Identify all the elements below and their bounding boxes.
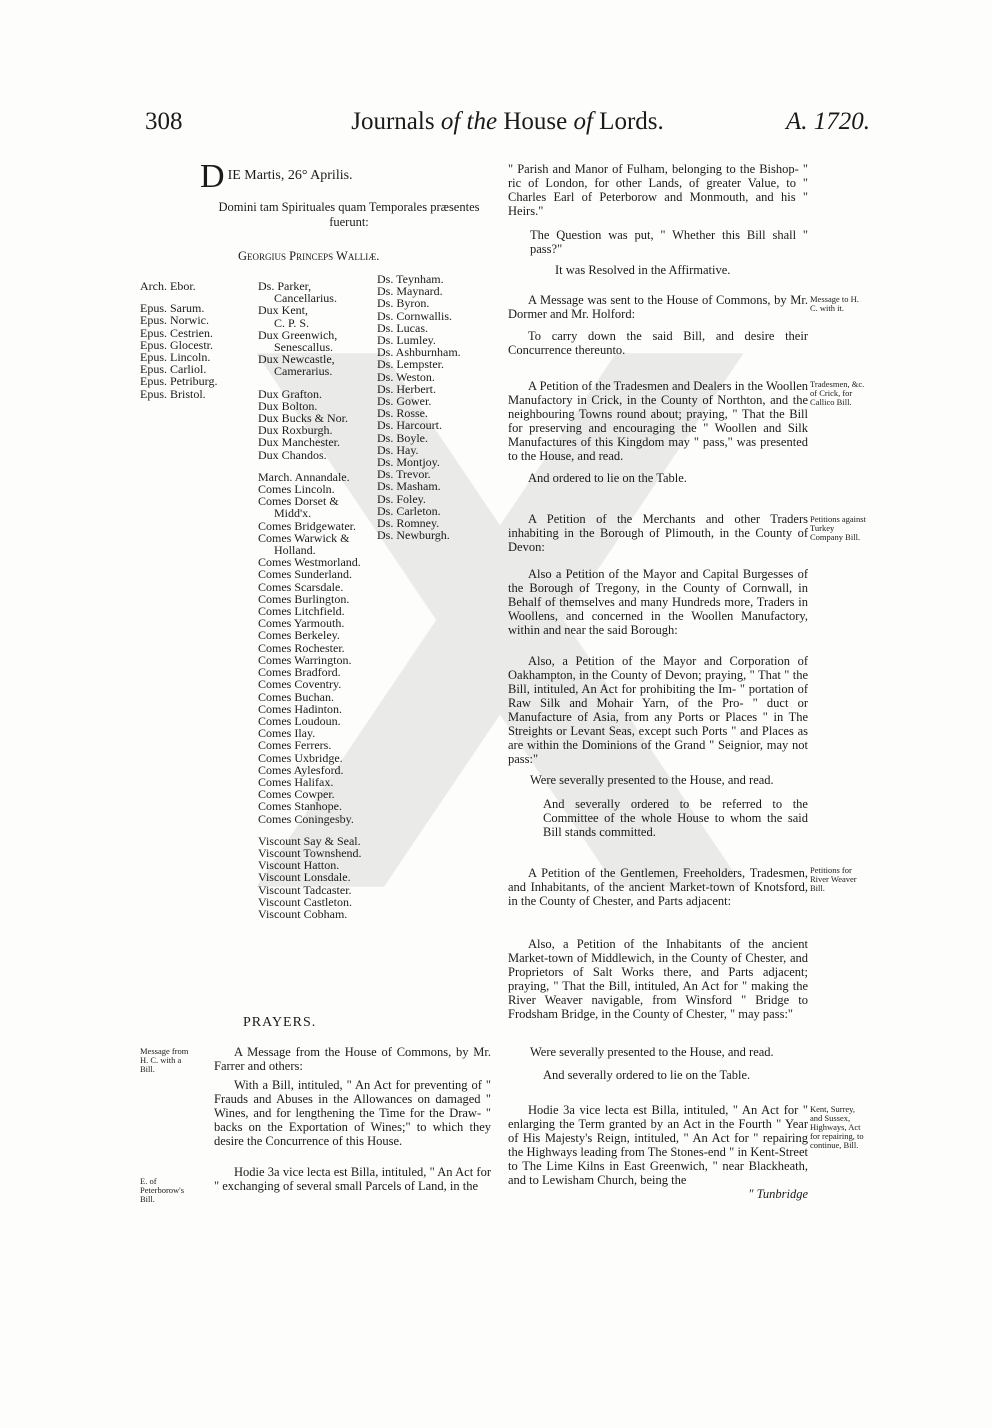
roll-entry: Viscount Hatton. (258, 858, 340, 873)
margin-note-message-hc: Message to H. C. with it. (810, 294, 859, 313)
paragraph-text: And severally ordered to lie on the Table. (543, 1068, 751, 1082)
roll-entry: Holland. (274, 543, 316, 558)
roll-entry: Cancellarius. (274, 291, 337, 306)
roll-entry: Epus. Glocestr. (140, 337, 213, 352)
prince-of-wales: Georgius Princeps Walliæ. (238, 249, 380, 263)
paragraph-text: Were severally presented to the House, and read. (530, 1045, 774, 1059)
paragraph-hodie-left (214, 1165, 491, 1193)
roll-entry: Viscount Castleton. (258, 894, 352, 909)
paragraph-ordered-table (508, 471, 808, 485)
paragraph-text: Also, a Petition of the Mayor and Corporation of Oakhampton, in the County of Devon; praying, " That " the Bill, intituled, An Act for prohibiting the Im- " portation of Raw Silk and Mohair Yarn, of the Pro- " duct or Manufacture of Asia, from any Ports or Places " in The Streights or Levant Seas, except such Ports " and Places as are within the Dominions of the Grand " Seignior, may not pass:" (508, 654, 808, 766)
page-year: A. 1720. (785, 108, 870, 135)
catchword-text: " Tunbridge (748, 1187, 808, 1201)
sitting-date (200, 158, 353, 195)
roll-entry: Comes Buchan. (258, 689, 334, 704)
roll-column-barons (377, 273, 461, 541)
paragraph-ordered-table-2 (543, 1068, 808, 1082)
roll-entry: Comes Ilay. (258, 726, 316, 741)
roll-entry: Ds. Masham. (377, 479, 441, 494)
paragraph-text: And severally ordered to be referred to the Committee of the whole House to whom the said Bill stands committed. (543, 797, 808, 839)
page-number: 308 (145, 108, 183, 135)
margin-note-message: Message from H. C. with a Bill. (140, 1046, 189, 1074)
sitting-date-text: IE Martis, 26° Aprilis. (227, 168, 353, 183)
title-part: House (497, 108, 574, 135)
roll-entry: Epus. Norwic. (140, 313, 209, 328)
roll-entry: Comes Scarsdale. (258, 579, 344, 594)
roll-entry: Ds. Foley. (377, 491, 426, 506)
roll-entry: Viscount Lonsdale. (258, 870, 351, 885)
roll-entry: Comes Aylesford. (258, 762, 344, 777)
paragraph-text: " Parish and Manor of Fulham, belonging to the Bishop- " ric of London, for other Lands, of greater Value, to " Charles Earl of Peterborow and Monmouth, and his " Heirs." (508, 162, 808, 218)
paragraph-tradesmen (508, 379, 808, 463)
roll-entry: Senescallus. (274, 340, 333, 355)
paragraph-question (530, 228, 808, 256)
paragraph-text: A Petition of the Merchants and other Traders inhabiting in the Borough of Plimouth, in the County of Devon: (508, 512, 808, 554)
roll-entry: Comes Cowper. (258, 787, 335, 802)
roll-entry: Comes Lincoln. (258, 482, 335, 497)
roll-entry: Dux Roxburgh. (258, 423, 333, 438)
paragraph-referred (543, 797, 808, 839)
paragraph-text: Hodie 3a vice lecta est Billa, intituled, " An Act for " exchanging of several small Parcels of Land, in the (214, 1165, 491, 1193)
roll-entry: Ds. Rosse. (377, 406, 429, 421)
paragraph-hodie-right (508, 1103, 808, 1187)
margin-note-kent: Kent, Surrey, and Sussex, Highways, Act for repairing, to continue, Bill. (810, 1104, 864, 1150)
roll-entry: Viscount Say & Seal. (258, 833, 361, 848)
paragraph-text: A Message from the House of Commons, by Mr. Farrer and others: (214, 1045, 491, 1073)
roll-entry: Ds. Boyle. (377, 430, 428, 445)
roll-entry: Comes Litchfield. (258, 604, 345, 619)
paragraph-merchants (508, 512, 808, 554)
paragraph-text: Also, a Petition of the Inhabitants of the ancient Market-town of Middlewich, in the County of Chester, and Proprietors of Salt Works there, and Parts adjacent; praying, " That the Bill, intituled, An Act for " making the River Weaver navigable, from Winsford " Bridge to Frodsham Bridge, in the County of Chester, " may pass:" (508, 937, 808, 1021)
roll-entry: Dux Bolton. (258, 398, 318, 413)
prayers-heading: PRAYERS. (243, 1015, 317, 1030)
attendance-heading: Domini tam Spirituales quam Temporales præsentes fuerunt: (218, 200, 480, 229)
paragraph-severally-presented-2 (530, 1045, 808, 1059)
roll-entry: Epus. Sarum. (140, 301, 205, 316)
roll-entry: Ds. Montjoy. (377, 455, 440, 470)
paragraph-message-commons (214, 1045, 491, 1073)
roll-entry: Ds. Harcourt. (377, 418, 442, 433)
paragraph-text: And ordered to lie on the Table. (528, 471, 687, 485)
roll-entry: Midd'x. (274, 506, 312, 521)
roll-entry: Ds. Lumley. (377, 333, 436, 348)
roll-entry: March. Annandale. (258, 469, 350, 484)
paragraph-severally-presented (530, 773, 808, 787)
roll-entry: Viscount Cobham. (258, 906, 348, 921)
paragraph-text: Hodie 3a vice lecta est Billa, intituled, " An Act for " enlarging the Term granted by an Act in the Fourth " Year of His Majesty's Reign, intituled, " An Act for " repairing the Highways leading from The Stones-end " in Kent-Street to The Lime Kilns in East Greenwich, " near Blackheath, and to Lewisham Church, being the (508, 1103, 808, 1187)
paragraph-tregony (508, 567, 808, 637)
paragraph-text: It was Resolved in the Affirmative. (555, 263, 731, 277)
roll-entry: Ds. Romney. (377, 516, 440, 531)
paragraph-knotsford (508, 866, 808, 908)
margin-note-weaver: Petitions for River Weaver Bill. (810, 865, 857, 893)
roll-entry: Dux Grafton. (258, 386, 322, 401)
roll-entry: Comes Rochester. (258, 640, 345, 655)
roll-entry: Dux Bucks & Nor. (258, 411, 348, 426)
paragraph-text: With a Bill, intituled, " An Act for preventing of " Frauds and Abuses in the Allowances on damaged " Wines, and for lengthening the Time for the Draw- " backs on the Exportation of Wines;" to which they desire the Concurrence of this House. (214, 1078, 491, 1148)
paragraph-text: The Question was put, " Whether this Bill shall " pass?" (530, 228, 808, 256)
paragraph-with-bill (214, 1078, 491, 1148)
roll-entry: Comes Coningesby. (258, 811, 354, 826)
drop-cap: D (200, 158, 225, 195)
title-part: Journals (351, 108, 441, 135)
roll-entry: Ds. Hay. (377, 442, 419, 457)
roll-entry: Dux Kent, (258, 303, 308, 318)
roll-entry: Comes Warwick & (258, 530, 350, 545)
roll-entry: Ds. Carleton. (377, 503, 441, 518)
roll-column-bishops (140, 280, 217, 400)
roll-entry: Ds. Weston. (377, 369, 435, 384)
roll-entry: Comes Sunderland. (258, 567, 352, 582)
paragraph-continued (508, 162, 808, 218)
paragraph-text: To carry down the said Bill, and desire their Concurrence thereunto. (508, 329, 808, 357)
roll-entry: Comes Bridgewater. (258, 518, 356, 533)
title-part: of the (440, 108, 498, 135)
roll-entry: Dux Chandos. (258, 447, 327, 462)
roll-entry: Comes Uxbridge. (258, 750, 343, 765)
roll-entry: Epus. Carliol. (140, 362, 207, 377)
title-part: Lords. (592, 108, 664, 135)
roll-entry: Comes Coventry. (258, 677, 342, 692)
roll-entry: Ds. Teynham. (377, 272, 444, 286)
roll-entry: Ds. Ashburnham. (377, 345, 461, 360)
paragraph-middlewich (508, 937, 808, 1021)
roll-entry: Arch. Ebor. (140, 279, 196, 293)
paragraph-message-sent (508, 293, 808, 321)
roll-entry: Ds. Byron. (377, 296, 430, 311)
roll-entry: Epus. Lincoln. (140, 350, 211, 365)
roll-entry: Comes Ferrers. (258, 738, 332, 753)
roll-entry: Ds. Newburgh. (377, 528, 450, 543)
title-part: of (573, 108, 593, 135)
roll-entry: Dux Greenwich, (258, 327, 338, 342)
roll-entry: Dux Manchester. (258, 435, 340, 450)
roll-entry: Comes Yarmouth. (258, 616, 345, 631)
roll-entry: Comes Loudoun. (258, 713, 341, 728)
roll-entry: Viscount Tadcaster. (258, 882, 352, 897)
roll-entry: Comes Hadinton. (258, 701, 342, 716)
paragraph-resolved (555, 263, 805, 277)
paragraph-text: Were severally presented to the House, and read. (530, 773, 774, 787)
paragraph-text: Also a Petition of the Mayor and Capital Burgesses of the Borough of Tregony, in the County of Cornwall, in Behalf of themselves and many Hundreds more, Traders in Woollens, and concerned in the Woollen Manufactory, within and near the said Borough: (508, 567, 808, 637)
roll-entry: Ds. Trevor. (377, 467, 431, 482)
roll-entry: Dux Newcastle, (258, 352, 335, 367)
roll-entry: Viscount Townshend. (258, 845, 362, 860)
roll-entry: Ds. Gower. (377, 394, 432, 409)
journal-title (145, 108, 870, 136)
paragraph-carry (508, 329, 808, 357)
paragraph-text: A Message was sent to the House of Commons, by Mr. Dormer and Mr. Holford: (508, 293, 808, 321)
roll-entry: Comes Bradford. (258, 665, 341, 680)
roll-entry: Ds. Cornwallis. (377, 308, 452, 323)
margin-note-turkey: Petitions against Turkey Company Bill. (810, 514, 866, 542)
roll-entry: Comes Halifax. (258, 774, 334, 789)
roll-entry: Ds. Herbert. (377, 381, 436, 396)
roll-entry: Comes Westmorland. (258, 555, 361, 570)
paragraph-oakhampton (508, 654, 808, 766)
margin-note-peterborow: E. of Peterborow's Bill. (140, 1176, 185, 1204)
roll-entry: Ds. Maynard. (377, 284, 443, 299)
roll-entry: Ds. Lucas. (377, 320, 428, 335)
roll-entry: Comes Berkeley. (258, 628, 340, 643)
roll-entry: Camerarius. (274, 364, 333, 379)
page-header (145, 108, 870, 148)
paragraph-text: A Petition of the Gentlemen, Freeholders, Tradesmen, and Inhabitants, of the ancient Market-town of Knotsford, in the County of Chester, and Parts adjacent: (508, 866, 808, 908)
roll-entry: Epus. Petriburg. (140, 374, 218, 389)
roll-entry: Comes Burlington. (258, 591, 350, 606)
roll-entry: Comes Stanhope. (258, 799, 342, 814)
roll-entry: Ds. Lempster. (377, 357, 444, 372)
roll-entry: Ds. Parker, (258, 279, 312, 293)
roll-entry: C. P. S. (274, 315, 310, 330)
roll-entry: Epus. Bristol. (140, 386, 206, 401)
margin-note-tradesmen: Tradesmen, &c. of Crick, for Callico Bill. (810, 379, 865, 407)
paragraph-text: A Petition of the Tradesmen and Dealers in the Woollen Manufactory in Crick, in the County of Northton, and the neighbouring Towns round about; praying, " That the Bill for preserving and encouraging the " Woollen and Silk Manufactures of this Kingdom may " pass," was presented to the House, and read. (508, 379, 808, 463)
roll-column-peers (258, 280, 362, 920)
roll-entry: Comes Warrington. (258, 652, 352, 667)
catchword (730, 1187, 808, 1201)
roll-entry: Epus. Cestrien. (140, 325, 213, 340)
roll-entry: Comes Dorset & (258, 494, 339, 509)
